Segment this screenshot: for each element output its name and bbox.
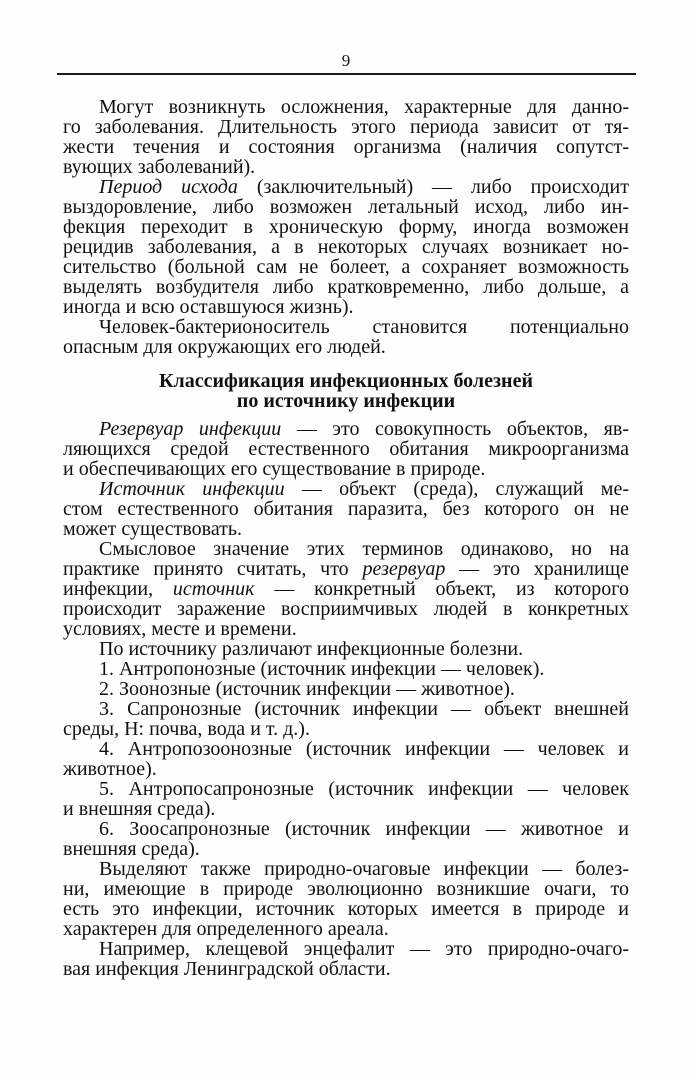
text-run: 2. Зоонозные (источник инфекции — животное). [99,678,515,700]
text-line [63,257,629,277]
italic-term: резервуар [362,558,446,580]
text-line [63,237,629,257]
text-run: и внешняя среда). [63,798,216,820]
text-run: и обеспечивающих его существование в природе. [63,458,486,480]
text-run: — конкретный объект, из которого [254,578,629,600]
text-line [63,579,629,599]
paragraph [63,539,629,639]
text-run: Человек-бактерионоситель становится потенциально [99,316,629,338]
paragraph [63,939,629,979]
text-run: 3. Сапронозные (источник инфекции — объект внешней [99,698,629,720]
text-line [63,619,629,639]
text-line [63,919,629,939]
text-run: вующих заболеваний). [63,156,256,178]
text-line [63,117,629,137]
paragraph [63,699,629,739]
text-line [63,659,629,679]
text-run: фекция переходит в хроническую форму, иногда возможен [63,216,629,238]
text-run: характерен для определенного ареала. [63,918,389,940]
text-run: происходит заражение восприимчивых людей в конкретных [63,598,629,620]
italic-term: Источник инфекции [99,478,285,500]
text-run: внешняя среда). [63,838,200,860]
text-run: 1. Антропонозные (источник инфекции — человек). [99,658,545,680]
text-run: ни, имеющие в природе эволюционно возникшие очаги, то [63,878,629,900]
text-run: По источнику различают инфекционные болезни. [99,638,524,660]
text-line [63,177,629,197]
paragraph [63,177,629,317]
text-run: Например, клещевой энцефалит — это природно-очаго- [99,938,629,960]
text-line [63,879,629,899]
text-run: выздоровление, либо возможен летальный исход, либо ин- [63,196,629,218]
text-block [63,97,629,979]
text-run: есть это инфекции, источник которых имеется в природе и [63,898,629,920]
text-line [63,779,629,799]
text-line [63,499,629,519]
text-line [63,97,629,117]
text-line [63,699,629,719]
text-run: 5. Антропосапронозные (источник инфекции — человек [99,778,629,800]
paragraph [63,479,629,539]
text-line [63,819,629,839]
section-heading [63,371,629,411]
text-line [63,719,629,739]
text-line [63,317,629,337]
text-run: го заболевания. Длительность этого периода зависит от тя- [63,116,629,138]
text-run: Выделяют также природно-очаговые инфекции — болез- [99,858,629,880]
text-run: — это хранилище [445,558,629,580]
text-line [63,519,629,539]
text-run: 4. Антропозоонозные (источник инфекции — человек и [99,738,629,760]
text-run: стом естественного обитания паразита, без которого он не [63,498,629,520]
text-run: ляющихся средой естественного обитания микроорганизма [63,438,629,460]
text-run: жести течения и состояния организма (наличия сопутст- [63,136,629,158]
paragraph [63,639,629,659]
paragraph [63,317,629,357]
text-run: инфекции, [63,578,173,600]
text-line [63,157,629,177]
text-line [63,197,629,217]
text-run: — объект (среда), служащий ме- [284,478,629,500]
heading-line [63,391,629,411]
paragraph [63,819,629,859]
text-line [63,137,629,157]
text-line [63,277,629,297]
text-line [63,297,629,317]
text-line [63,859,629,879]
text-line [63,759,629,779]
paragraph [63,419,629,479]
text-run: рецидив заболевания, а в некоторых случаях возникает но- [63,236,629,258]
text-line [63,679,629,699]
paragraph [63,659,629,679]
text-line [63,959,629,979]
text-line [63,539,629,559]
text-line [63,439,629,459]
text-run: (заключительный) — либо происходит [237,176,629,198]
text-run: практике принято считать, что [63,558,363,580]
paragraph [63,97,629,177]
text-run: условиях, месте и времени. [63,618,297,640]
text-run: Могут возникнуть осложнения, характерные для данно- [99,96,629,118]
paragraph [63,779,629,819]
text-run: выделять возбудителя либо кратковременно, либо дольше, а [63,276,629,298]
text-line [63,419,629,439]
text-run: может существовать. [63,518,243,540]
text-line [63,459,629,479]
text-line [63,899,629,919]
italic-term: источник [172,578,255,600]
text-run: Классификация инфекционных болезней [159,370,533,392]
text-run: опасным для окружающих его людей. [63,336,386,358]
text-line [63,799,629,819]
text-line [63,559,629,579]
text-line [63,739,629,759]
paragraph [63,859,629,939]
text-line [63,839,629,859]
text-run: сительство (больной сам не болеет, а сохраняет возможность [63,256,629,278]
paragraph [63,679,629,699]
text-line [63,939,629,959]
header-rule [57,73,636,75]
text-line [63,479,629,499]
italic-term: Период исхода [99,176,238,198]
text-run: иногда и всю оставшуюся жизнь). [63,296,354,318]
text-line [63,599,629,619]
text-run: — это совокупность объектов, яв- [281,418,629,440]
text-run: 6. Зоосапронозные (источник инфекции — животное и [99,818,629,840]
text-line [63,337,629,357]
text-line [63,217,629,237]
page-number: 9 [341,51,351,70]
text-run: вая инфекция Ленинградской области. [63,958,391,980]
italic-term: Резервуар инфекции [99,418,282,440]
text-run: по источнику инфекции [236,390,456,412]
text-run: среды, Н: почва, вода и т. д.). [63,718,310,740]
text-run: Смысловое значение этих терминов одинаково, но на [99,538,629,560]
text-run: животное). [63,758,157,780]
text-line [63,639,629,659]
paragraph [63,739,629,779]
heading-line [63,371,629,391]
